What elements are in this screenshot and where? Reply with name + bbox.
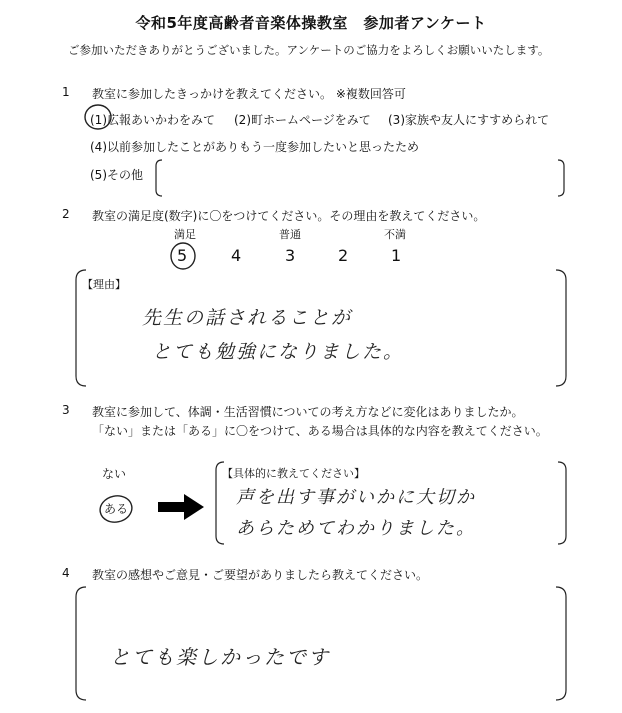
page-title: 令和5年度高齢者音楽体操教室 参加者アンケート: [135, 14, 487, 32]
q1-option-4[interactable]: (4)以前参加したことがありもう一度参加したいと思ったため: [90, 140, 420, 154]
intro-text: ご参加いただきありがとうございました。アンケートのご協力をよろしくお願いいたします。: [68, 43, 550, 57]
arrow-icon: [184, 494, 204, 520]
q1-option-2[interactable]: (2)町ホームページをみて: [234, 113, 371, 127]
q4-text: 教室の感想やご意見・ご要望がありましたら教えてください。: [92, 568, 429, 582]
comment-handwriting: とても楽しかったです: [110, 645, 330, 669]
reason-handwriting-line2: とても勉強になりました。: [152, 341, 405, 363]
q2-text: 教室の満足度(数字)に〇をつけてください。その理由を教えてください。: [92, 209, 486, 223]
scale-label-dissatisfied: 不満: [384, 228, 406, 241]
scale-label-satisfied: 満足: [174, 228, 196, 241]
scale-option-2[interactable]: 2: [338, 246, 349, 265]
q1-other-field[interactable]: [155, 158, 565, 196]
q1-option-3[interactable]: (3)家族や友人にすすめられて: [388, 113, 550, 127]
scale-option-4[interactable]: 4: [231, 246, 242, 265]
scale-option-1[interactable]: 1: [391, 246, 402, 265]
detail-handwriting-line2: あらためてわかりました。: [236, 518, 476, 539]
q3-text-line2: 「ない」または「ある」に〇をつけて、ある場合は具体的な内容を教えてください。: [92, 424, 548, 438]
q1-number: 1: [62, 85, 70, 99]
q1-option-1[interactable]: (1)広報あいかわをみて: [90, 113, 215, 127]
reason-handwriting-line1: 先生の話されることが: [142, 307, 353, 329]
arrow-shaft: [158, 502, 184, 512]
q4-number: 4: [62, 566, 70, 580]
detail-label: 【具体的に教えてください】: [222, 467, 365, 480]
q1-option-5[interactable]: (5)その他: [90, 168, 143, 182]
q3-option-no[interactable]: ない: [102, 467, 127, 481]
q3-option-yes[interactable]: ある: [104, 502, 129, 516]
q2-number: 2: [62, 207, 70, 221]
detail-handwriting-line1: 声を出す事がいかに大切か: [236, 487, 476, 508]
scale-option-3[interactable]: 3: [285, 246, 296, 265]
q1-text: 教室に参加したきっかけを教えてください。 ※複数回答可: [92, 87, 406, 101]
scale-option-5[interactable]: 5: [177, 246, 188, 265]
q3-number: 3: [62, 403, 70, 417]
reason-label: 【理由】: [82, 278, 126, 291]
scale-label-neutral: 普通: [279, 228, 301, 241]
q3-text-line1: 教室に参加して、体調・生活習慣についての考え方などに変化はありましたか。: [92, 405, 524, 419]
